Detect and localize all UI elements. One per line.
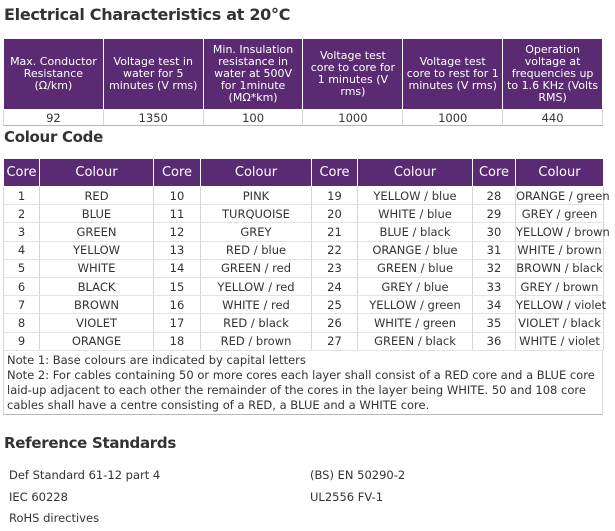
colour-cell: VIOLET / black xyxy=(516,314,604,332)
value-voltage-core-rest: 1000 xyxy=(403,110,503,126)
reference-item: RoHS directives xyxy=(9,511,100,525)
electrical-value-row xyxy=(4,110,603,126)
core-number-cell: 36 xyxy=(473,332,516,350)
colour-cell: RED xyxy=(40,187,154,205)
header-colour: Colour xyxy=(516,159,604,187)
core-number-cell: 12 xyxy=(154,223,201,241)
core-number-cell: 22 xyxy=(312,241,358,259)
header-core: Core xyxy=(4,159,40,187)
colour-cell: BLUE xyxy=(40,205,154,223)
core-number-cell: 28 xyxy=(473,187,516,205)
reference-item: Def Standard 61-12 part 4 xyxy=(9,468,161,482)
header-min-insulation: Min. Insulation resistance in water at 500V for 1minute (MΩ*km) xyxy=(203,39,303,110)
core-number-cell: 29 xyxy=(473,205,516,223)
notes xyxy=(7,353,602,413)
core-number-cell: 10 xyxy=(154,187,201,205)
reference-standards-title: Reference Standards xyxy=(4,434,176,452)
core-number-cell: 17 xyxy=(154,314,201,332)
table-row xyxy=(4,205,604,223)
header-colour: Colour xyxy=(358,159,473,187)
table-row xyxy=(4,314,604,332)
colour-cell: YELLOW / brown xyxy=(516,223,604,241)
colour-cell: YELLOW / green xyxy=(358,296,473,314)
note-2: Note 2: For cables containing 50 or more cores each layer shall consist of a RED core and a BLUE core laid-up adjacent to each other the remainder of the cores in the layer being WHITE. 50 and 108 core cables shall have a centre consisting of a RED, a BLUE and a WHITE core. xyxy=(7,368,595,412)
note-1: Note 1: Base colours are indicated by capital letters xyxy=(7,353,306,367)
colour-cell: PINK xyxy=(201,187,312,205)
header-max-resistance: Max. Conductor Resistance (Ω/km) xyxy=(4,39,104,110)
colour-cell: ORANGE / blue xyxy=(358,241,473,259)
colour-cell: WHITE / red xyxy=(201,296,312,314)
colour-cell: GREEN xyxy=(40,223,154,241)
core-number-cell: 34 xyxy=(473,296,516,314)
colour-cell: GREEN / red xyxy=(201,259,312,277)
value-max-resistance: 92 xyxy=(4,110,104,126)
colour-cell: RED / black xyxy=(201,314,312,332)
colour-code-table xyxy=(3,158,610,351)
core-number-cell: 26 xyxy=(312,314,358,332)
core-number-cell: 24 xyxy=(312,277,358,295)
colour-cell: VIOLET xyxy=(40,314,154,332)
core-number-cell: 31 xyxy=(473,241,516,259)
colour-cell: WHITE / brown xyxy=(516,241,604,259)
electrical-characteristics-table xyxy=(3,38,603,126)
core-number-cell: 27 xyxy=(312,332,358,350)
header-colour: Colour xyxy=(201,159,312,187)
reference-item: UL2556 FV-1 xyxy=(310,490,384,504)
colour-cell: BROWN / black xyxy=(516,259,604,277)
colour-cell: GREY / blue xyxy=(358,277,473,295)
header-operation-voltage: Operation voltage at frequencies up to 1.6 KHz (Volts RMS) xyxy=(503,39,603,110)
header-voltage-test-water: Voltage test in water for 5 minutes (V rms) xyxy=(103,39,203,110)
core-number-cell: 7 xyxy=(4,296,40,314)
core-number-cell: 33 xyxy=(473,277,516,295)
table-row xyxy=(4,259,604,277)
header-core: Core xyxy=(154,159,201,187)
core-number-cell: 21 xyxy=(312,223,358,241)
header-voltage-core-core: Voltage test core to core for 1 minutes (V rms) xyxy=(303,39,403,110)
core-number-cell: 6 xyxy=(4,277,40,295)
core-number-cell: 20 xyxy=(312,205,358,223)
header-voltage-core-rest: Voltage test core to rest for 1 minutes (V rms) xyxy=(403,39,503,110)
colour-cell: ORANGE xyxy=(40,332,154,350)
electrical-header-row xyxy=(4,39,603,110)
colour-cell: GREEN / black xyxy=(358,332,473,350)
colour-cell: BLACK xyxy=(40,277,154,295)
core-number-cell: 15 xyxy=(154,277,201,295)
core-number-cell: 14 xyxy=(154,259,201,277)
colour-cell: WHITE xyxy=(40,259,154,277)
colour-cell: GREY xyxy=(201,223,312,241)
value-min-insulation: 100 xyxy=(203,110,303,126)
table-row xyxy=(4,332,604,350)
core-number-cell: 25 xyxy=(312,296,358,314)
core-number-cell: 19 xyxy=(312,187,358,205)
colour-cell: WHITE / violet xyxy=(516,332,604,350)
colour-cell: GREY / brown xyxy=(516,277,604,295)
core-number-cell: 4 xyxy=(4,241,40,259)
colour-cell: BROWN xyxy=(40,296,154,314)
core-number-cell: 3 xyxy=(4,223,40,241)
table-row xyxy=(4,277,604,295)
core-number-cell: 23 xyxy=(312,259,358,277)
colour-cell: GREY / green xyxy=(516,205,604,223)
table-row xyxy=(4,296,604,314)
colour-cell: BLUE / black xyxy=(358,223,473,241)
colour-code-title: Colour Code xyxy=(4,128,103,146)
colour-cell: WHITE / blue xyxy=(358,205,473,223)
header-core: Core xyxy=(473,159,516,187)
colour-cell: WHITE / green xyxy=(358,314,473,332)
value-voltage-core-core: 1000 xyxy=(303,110,403,126)
header-colour: Colour xyxy=(40,159,154,187)
reference-item: (BS) EN 50290-2 xyxy=(310,468,406,482)
core-number-cell: 32 xyxy=(473,259,516,277)
core-number-cell: 1 xyxy=(4,187,40,205)
table-row xyxy=(4,187,604,205)
table-row xyxy=(4,241,604,259)
core-number-cell: 18 xyxy=(154,332,201,350)
core-number-cell: 35 xyxy=(473,314,516,332)
table-row xyxy=(4,223,604,241)
core-number-cell: 11 xyxy=(154,205,201,223)
colour-cell: ORANGE / green xyxy=(516,187,604,205)
colour-cell: YELLOW / red xyxy=(201,277,312,295)
core-number-cell: 2 xyxy=(4,205,40,223)
colour-cell: YELLOW / violet xyxy=(516,296,604,314)
colour-cell: TURQUOISE xyxy=(201,205,312,223)
core-number-cell: 16 xyxy=(154,296,201,314)
colour-cell: RED / brown xyxy=(201,332,312,350)
core-number-cell: 30 xyxy=(473,223,516,241)
electrical-title: Electrical Characteristics at 20°C xyxy=(4,5,291,24)
colour-cell: GREEN / blue xyxy=(358,259,473,277)
value-voltage-test-water: 1350 xyxy=(103,110,203,126)
colour-cell: YELLOW xyxy=(40,241,154,259)
core-number-cell: 9 xyxy=(4,332,40,350)
core-number-cell: 8 xyxy=(4,314,40,332)
value-operation-voltage: 440 xyxy=(503,110,603,126)
core-number-cell: 5 xyxy=(4,259,40,277)
colour-cell: RED / blue xyxy=(201,241,312,259)
colour-header-row xyxy=(4,159,604,187)
colour-cell: YELLOW / blue xyxy=(358,187,473,205)
reference-item: IEC 60228 xyxy=(9,490,68,504)
core-number-cell: 13 xyxy=(154,241,201,259)
header-core: Core xyxy=(312,159,358,187)
